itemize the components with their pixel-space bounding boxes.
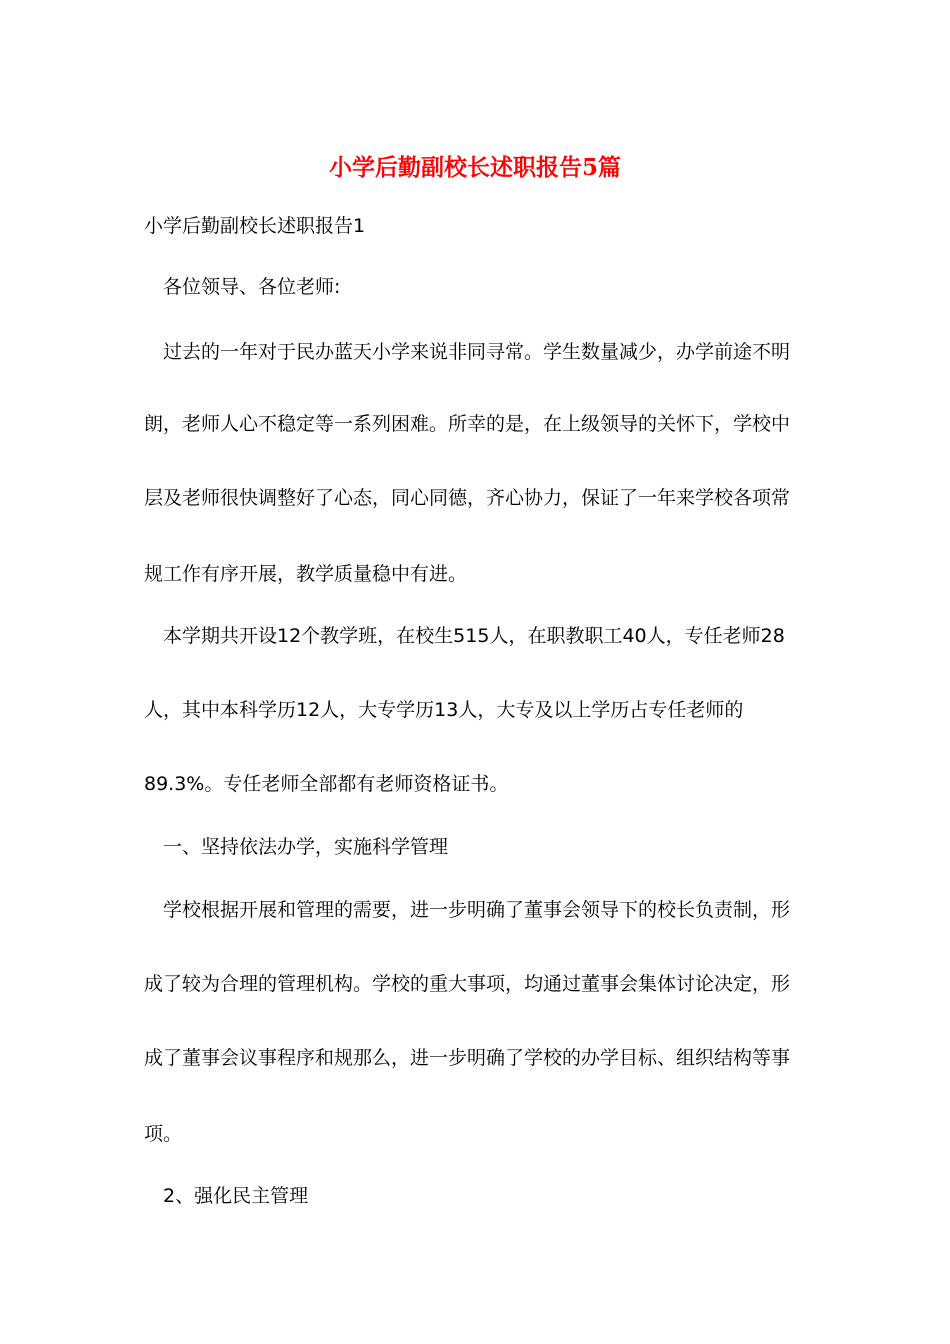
- paragraph-2-line-2: 人，其中本科学历12人，大专学历13人，大专及以上学历占专任老师的: [144, 699, 744, 721]
- paragraph-3-line-1: 学校根据开展和管理的需要，进一步明确了董事会领导下的校长负责制，形: [163, 899, 791, 921]
- paragraph-2-line-1: 本学期共开设12个教学班，在校生515人，在职教职工40人，专任老师28: [163, 625, 785, 647]
- section-heading-2: 2、强化民主管理: [163, 1185, 309, 1207]
- paragraph-1-line-4: 规工作有序开展，教学质量稳中有进。: [144, 563, 468, 585]
- paragraph-3-line-2: 成了较为合理的管理机构。学校的重大事项，均通过董事会集体讨论决定，形: [144, 973, 791, 995]
- paragraph-1-line-2: 朗，老师人心不稳定等一系列困难。所幸的是，在上级领导的关怀下，学校中: [144, 413, 791, 435]
- paragraph-3-line-4: 项。: [144, 1123, 183, 1145]
- paragraph-3-line-3: 成了董事会议事程序和规那么，进一步明确了学校的办学目标、组织结构等事: [144, 1047, 791, 1069]
- paragraph-1-line-1: 过去的一年对于民办蓝天小学来说非同寻常。学生数量减少，办学前途不明: [163, 341, 791, 363]
- document-title: 小学后勤副校长述职报告5篇: [328, 154, 621, 181]
- greeting: 各位领导、各位老师:: [163, 276, 341, 298]
- paragraph-2-line-3: 89.3%。专任老师全部都有老师资格证书。: [144, 773, 509, 795]
- paragraph-1-line-3: 层及老师很快调整好了心态，同心同德，齐心协力，保证了一年来学校各项常: [144, 487, 791, 509]
- section-heading-1: 一、坚持依法办学，实施科学管理: [163, 836, 449, 858]
- section-subtitle: 小学后勤副校长述职报告1: [144, 215, 366, 237]
